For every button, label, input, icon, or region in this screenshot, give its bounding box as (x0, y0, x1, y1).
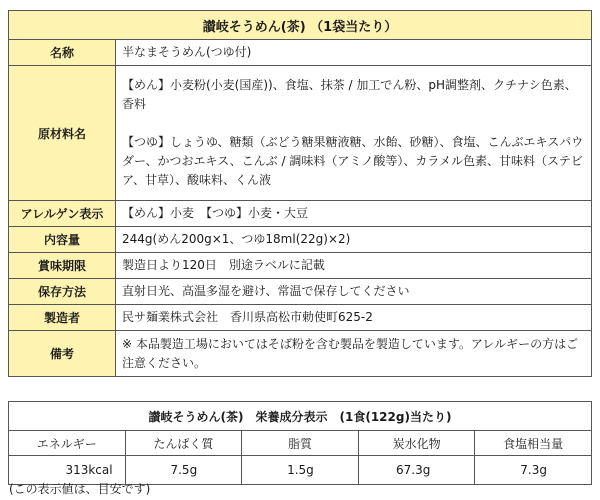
ingredients-soup: 【つゆ】しょうゆ、糖類（ぶどう糖果糖液糖、水飴、砂糖）、食塩、こんぶエキスパウダー、かつおエキス、こんぶ / 調味料（アミノ酸等）、カラメル色素、甘味料（ステビア、甘草）、酸味料、くん液 (122, 135, 584, 187)
storage-label: 保存方法 (9, 279, 116, 305)
name-label: 名称 (9, 40, 116, 66)
header-fat: 脂質 (242, 431, 359, 456)
nutrition-title: 讃岐そうめん(茶) 栄養成分表示 (1食(122g)当たり) (9, 402, 592, 431)
ingredients-label: 原材料名 (9, 66, 116, 201)
header-carbohydrate: 炭水化物 (358, 431, 475, 456)
ingredients-noodles: 【めん】小麦粉(小麦(国産))、食塩、抹茶 / 加工でん粉、pH調整剤、クチナシ色素、香料 (122, 78, 577, 111)
product-info-title: 讃岐そうめん(茶) （1袋当たり） (9, 11, 592, 40)
value-energy: 313kcal (9, 456, 126, 485)
expiry-label: 賞味期限 (9, 253, 116, 279)
value-fat: 1.5g (242, 456, 359, 485)
header-salt: 食塩相当量 (475, 431, 592, 456)
content-label: 内容量 (9, 227, 116, 253)
maker-label: 製造者 (9, 305, 116, 331)
remarks-label: 備考 (9, 331, 116, 377)
header-protein: たんぱく質 (125, 431, 242, 456)
allergy-label: アレルゲン表示 (9, 201, 116, 227)
nutrition-table (8, 401, 592, 485)
maker-value: 民サ麺業株式会社 香川県高松市勅使町625-2 (116, 305, 592, 331)
value-protein: 7.5g (125, 456, 242, 485)
allergy-value: 【めん】小麦 【つゆ】小麦・大豆 (116, 201, 592, 227)
product-info-table (8, 10, 592, 377)
footnote: (この表示値は、目安です) (9, 482, 151, 496)
remarks-value: ※ 本品製造工場においてはそば粉を含む製品を製造しています。アレルギーの方はご注意ください。 (116, 331, 592, 377)
name-value: 半なまそうめん(つゆ付) (116, 40, 592, 66)
expiry-value: 製造日より120日 別途ラベルに記載 (116, 253, 592, 279)
header-energy: エネルギー (9, 431, 126, 456)
content-value: 244g(めん200g×1、つゆ18ml(22g)×2) (116, 227, 592, 253)
value-carbohydrate: 67.3g (358, 456, 475, 485)
ingredients-value (116, 66, 592, 201)
storage-value: 直射日光、高温多湿を避け、常温で保存してください (116, 279, 592, 305)
value-salt: 7.3g (475, 456, 592, 485)
